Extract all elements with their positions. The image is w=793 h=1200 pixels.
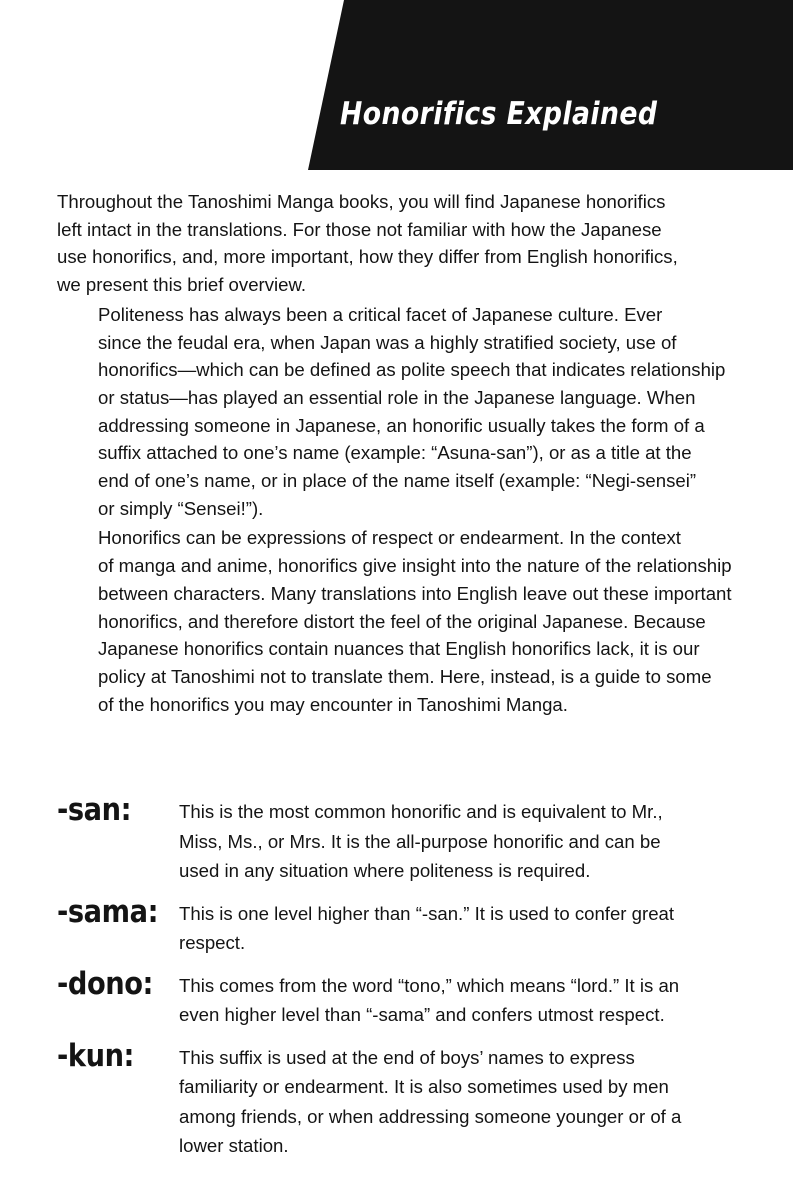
text-line: end of one’s name, or in place of the name itself (example: “Negi-sensei” [98,470,697,492]
intro-text [57,188,747,718]
text-line: This is one level higher than “-san.” It is used to confer great [179,902,675,924]
term-entry-dono [57,967,757,1030]
text-line: Honorifics can be expressions of respect or endearment. In the context [98,527,681,549]
intro-paragraph-3 [57,524,747,718]
intro-paragraph-1 [57,188,747,299]
term-definition [179,1039,757,1161]
text-line: of manga and anime, honorifics give insight into the nature of the relationship [98,555,732,577]
text-line: or status—has played an essential role in the Japanese language. When [98,386,696,408]
text-line: we present this brief overview. [57,274,307,296]
text-line: addressing someone in Japanese, an honorific usually takes the form of a [98,414,705,436]
term-name: -san: [57,792,132,828]
term-name: -dono: [57,965,154,1002]
text-line: since the feudal era, when Japan was a highly stratified society, use of [98,331,677,353]
header-band [308,0,793,170]
text-line: used in any situation where politeness is required. [179,860,591,881]
text-line: left intact in the translations. For those not familiar with how the Japanese [57,218,662,240]
term-definition [179,967,757,1030]
text-line: among friends, or when addressing someone younger or of a [179,1105,682,1127]
text-line: even higher level than “-sama” and confers utmost respect. [179,1004,665,1025]
honorifics-list [57,793,757,1161]
text-line: Miss, Ms., or Mrs. It is the all-purpose honorific and can be [179,830,661,852]
text-line: of the honorifics you may encounter in Tanoshimi Manga. [98,693,568,715]
text-line: Politeness has always been a critical facet of Japanese culture. Ever [98,303,663,325]
text-line: policy at Tanoshimi not to translate them. Here, instead, is a guide to some [98,665,712,687]
text-line: familiarity or endearment. It is also sometimes used by men [179,1076,669,1097]
term-name: -sama: [57,893,159,930]
text-line: Throughout the Tanoshimi Manga books, you will find Japanese honorifics [57,191,666,212]
text-line: This suffix is used at the end of boys’ names to express [179,1046,635,1068]
term-definition [179,793,757,886]
page-title: Honorifics Explained [340,96,658,132]
term-entry-san [57,793,757,886]
text-line: suffix attached to one’s name (example: “Asuna-san”), or as a title at the [98,442,692,464]
text-line: between characters. Many translations into English leave out these important [98,582,732,604]
term-name: -kun: [57,1037,135,1074]
term-entry-sama [57,895,757,958]
text-line: lower station. [179,1135,289,1156]
text-line: honorifics—which can be defined as polite speech that indicates relationship [98,359,726,381]
text-line: This is the most common honorific and is equivalent to Mr., [179,801,663,822]
term-definition [179,895,757,958]
term-entry-kun [57,1039,757,1161]
text-line: respect. [179,932,246,953]
text-line: This comes from the word “tono,” which means “lord.” It is an [179,974,680,996]
text-line: Japanese honorifics contain nuances that English honorifics lack, it is our [98,638,700,660]
text-line: or simply “Sensei!”). [98,497,264,519]
text-line: honorifics, and therefore distort the feel of the original Japanese. Because [98,610,706,632]
text-line: use honorifics, and, more important, how they differ from English honorifics, [57,246,678,268]
intro-paragraph-2 [57,301,747,523]
